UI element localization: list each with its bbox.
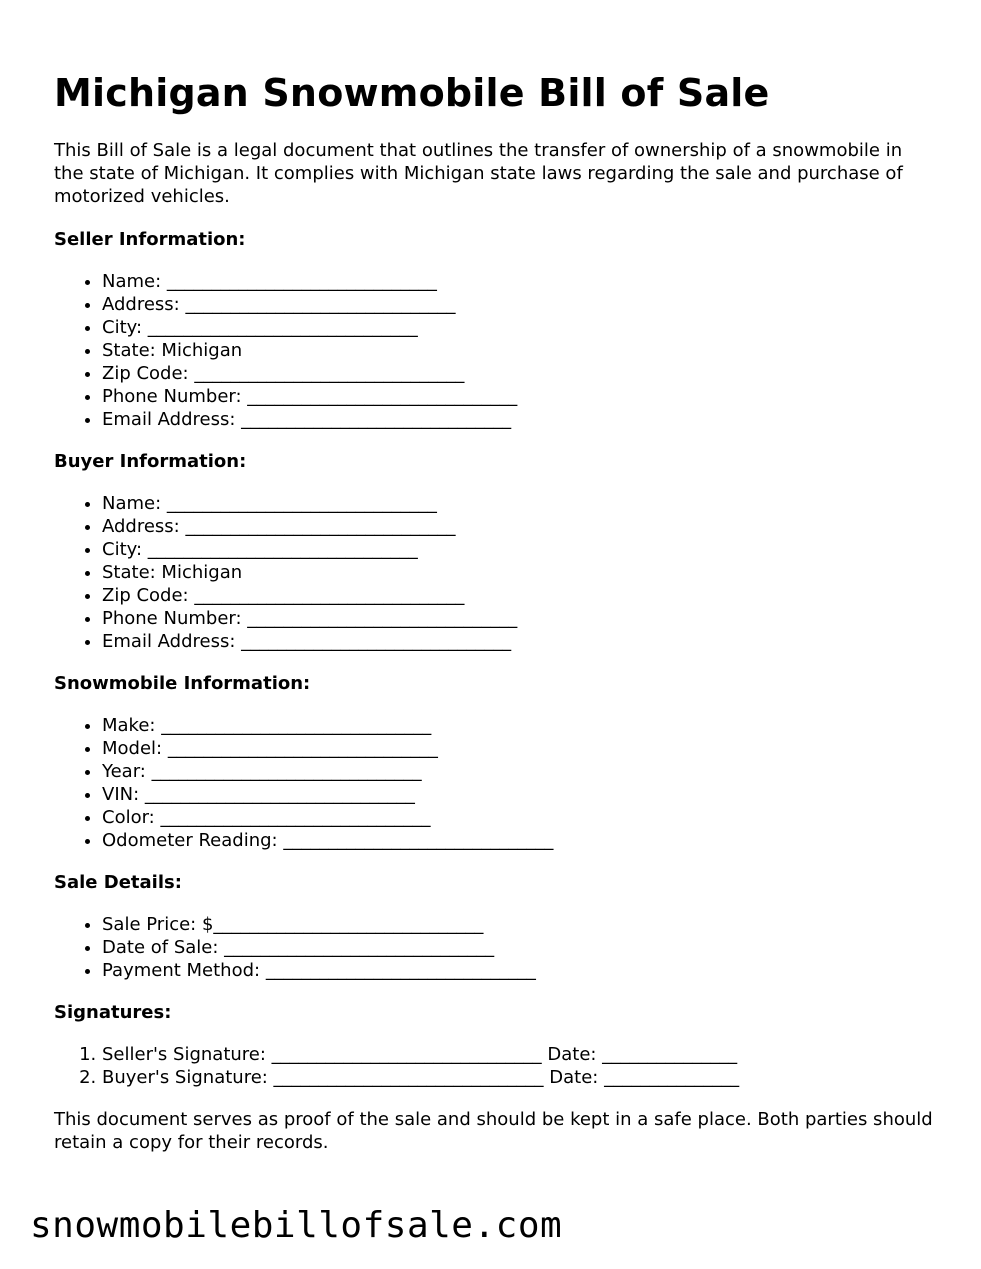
intro-paragraph: This Bill of Sale is a legal document that outlines the transfer of ownership of a snowmobile in the state of Michigan. It complies with Michigan state laws regarding the sale and purchase of motorized vehicles. bbox=[54, 140, 903, 207]
seller-list bbox=[54, 270, 934, 431]
footer-watermark: snowmobilebillofsale.com bbox=[30, 1205, 563, 1246]
seller-phone-field: • Phone Number: ______________________________ bbox=[102, 385, 934, 408]
seller-city-field: • City: ______________________________ bbox=[102, 316, 934, 339]
buyer-signature-field: 2. Buyer's Signature: ______________________________ Date: _______________ bbox=[102, 1066, 934, 1089]
seller-email-field: • Email Address: ______________________________ bbox=[102, 408, 934, 431]
buyer-phone-field: • Phone Number: ______________________________ bbox=[102, 607, 934, 630]
seller-address-field: • Address: ______________________________ bbox=[102, 293, 934, 316]
document-page bbox=[54, 70, 934, 1154]
snowmobile-heading: Snowmobile Information: bbox=[54, 673, 311, 694]
page-title: Michigan Snowmobile Bill of Sale bbox=[54, 71, 770, 115]
seller-signature-field: 1. Seller's Signature: ______________________________ Date: _______________ bbox=[102, 1043, 934, 1066]
seller-heading: Seller Information: bbox=[54, 229, 246, 250]
signatures-list bbox=[54, 1043, 934, 1089]
snowmobile-color-field: • Color: ______________________________ bbox=[102, 806, 934, 829]
snowmobile-odometer-field: • Odometer Reading: ______________________________ bbox=[102, 829, 934, 852]
buyer-list bbox=[54, 492, 934, 653]
snowmobile-year-field: • Year: ______________________________ bbox=[102, 760, 934, 783]
snowmobile-vin-field: • VIN: ______________________________ bbox=[102, 783, 934, 806]
sale-list bbox=[54, 913, 934, 982]
sale-date-field: • Date of Sale: ______________________________ bbox=[102, 936, 934, 959]
buyer-zip-field: • Zip Code: ______________________________ bbox=[102, 584, 934, 607]
snowmobile-list bbox=[54, 714, 934, 852]
buyer-name-field: • Name: ______________________________ bbox=[102, 492, 934, 515]
seller-name-field: • Name: ______________________________ bbox=[102, 270, 934, 293]
closing-paragraph: This document serves as proof of the sale and should be kept in a safe place. Both parties should retain a copy for their records. bbox=[54, 1109, 933, 1153]
snowmobile-model-field: • Model: ______________________________ bbox=[102, 737, 934, 760]
buyer-city-field: • City: ______________________________ bbox=[102, 538, 934, 561]
seller-zip-field: • Zip Code: ______________________________ bbox=[102, 362, 934, 385]
buyer-address-field: • Address: ______________________________ bbox=[102, 515, 934, 538]
sale-price-field: • Sale Price: $______________________________ bbox=[102, 913, 934, 936]
snowmobile-make-field: • Make: ______________________________ bbox=[102, 714, 934, 737]
buyer-email-field: • Email Address: ______________________________ bbox=[102, 630, 934, 653]
seller-state-field: • State: Michigan bbox=[102, 339, 934, 362]
buyer-state-field: • State: Michigan bbox=[102, 561, 934, 584]
buyer-heading: Buyer Information: bbox=[54, 451, 247, 472]
payment-method-field: • Payment Method: ______________________________ bbox=[102, 959, 934, 982]
sale-heading: Sale Details: bbox=[54, 872, 182, 893]
signatures-heading: Signatures: bbox=[54, 1002, 172, 1023]
